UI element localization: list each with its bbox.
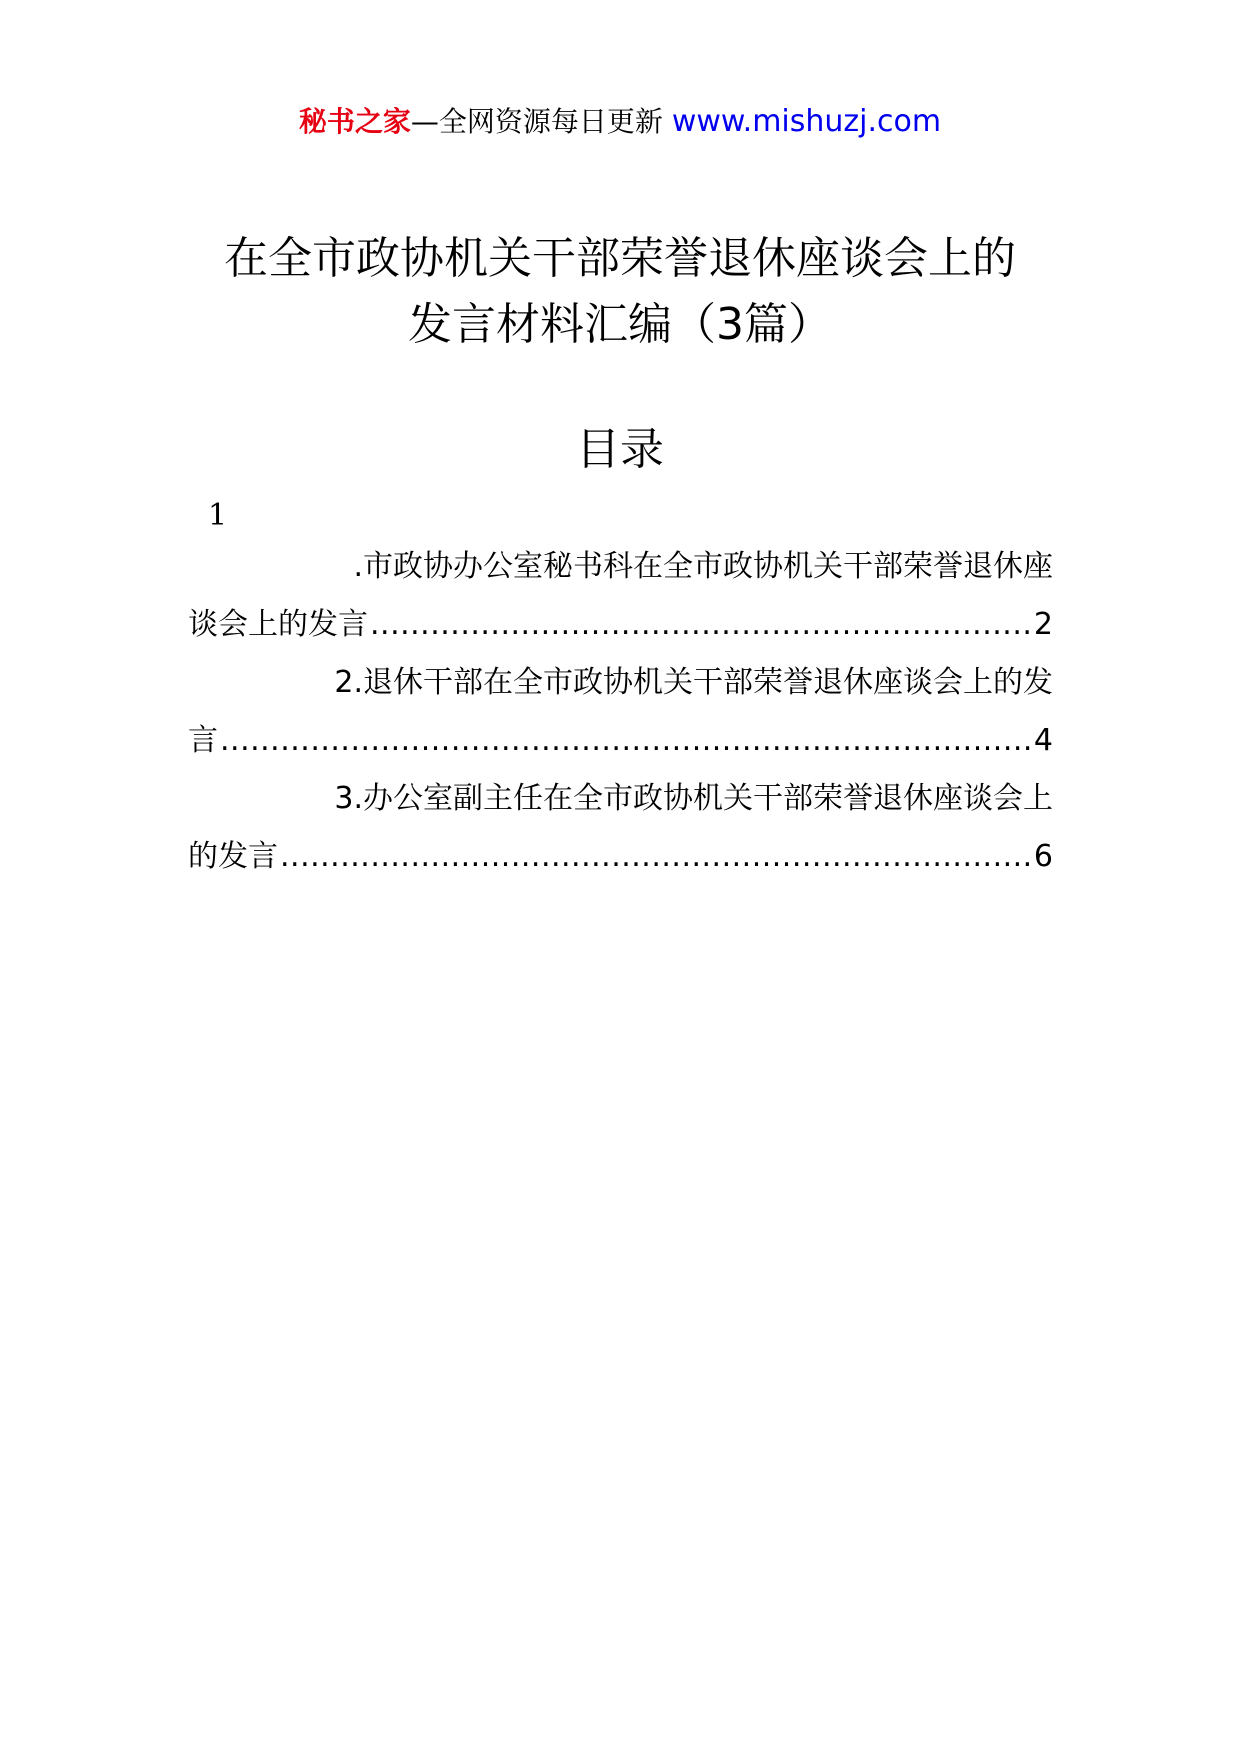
toc-entry-3-line-1[interactable] — [188, 774, 1053, 824]
toc-entry-1-line-2[interactable] — [188, 600, 1053, 650]
title-line-1: 在全市政协机关干部荣誉退休座谈会上的 — [224, 233, 1016, 284]
toc-entry-2-line-1[interactable] — [188, 658, 1053, 708]
toc-entry-2-text-cont: 言 — [188, 723, 218, 758]
document-title — [0, 226, 1240, 358]
toc-entry-1-line-1[interactable] — [188, 542, 1053, 592]
toc-entry-3-text-cont: 的发言 — [188, 839, 278, 874]
title-line-2: 发言材料汇编（3篇） — [408, 299, 832, 350]
toc-entry-3-line-2[interactable] — [188, 832, 1053, 882]
site-link[interactable]: www.mishuzj.com — [671, 104, 942, 139]
toc-entry-1-text-cont: 谈会上的发言 — [188, 607, 368, 642]
toc-entry-3-text: 3.办公室副主任在全市政协机关干部荣誉退休座谈会上 — [334, 781, 1053, 816]
toc-entry-2-page: 4 — [1033, 723, 1053, 758]
brand-name: 秘书之家 — [298, 105, 411, 138]
toc-entry-1-page: 2 — [1033, 607, 1053, 642]
toc-heading: 目录 — [576, 424, 664, 475]
site-header — [0, 102, 1240, 142]
dot-leader — [370, 600, 1032, 650]
dot-leader — [220, 716, 1032, 766]
toc-entry-1-number: 1 — [208, 498, 228, 533]
toc-entry-3-page: 6 — [1033, 839, 1053, 874]
toc-entry-2-text: 2.退休干部在全市政协机关干部荣誉退休座谈会上的发 — [334, 665, 1053, 700]
toc-entry-1-text: .市政协办公室秘书科在全市政协机关干部荣誉退休座 — [353, 549, 1053, 584]
dot-leader — [280, 832, 1032, 882]
toc-entry-2-line-2[interactable] — [188, 716, 1053, 766]
header-tagline: —全网资源每日更新 — [410, 105, 663, 138]
